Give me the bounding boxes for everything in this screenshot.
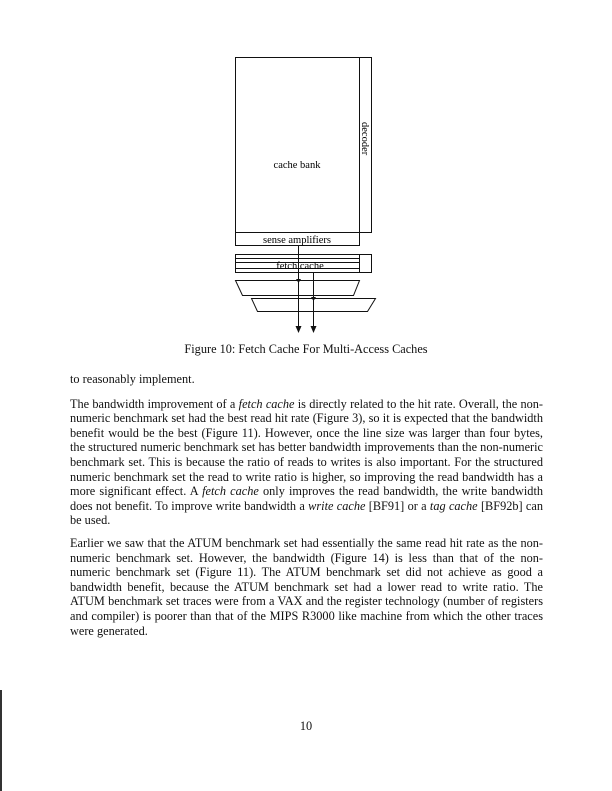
emphasis: write cache <box>308 498 366 513</box>
paragraph <box>70 372 543 387</box>
decoder-label: decoder <box>359 122 370 156</box>
cache-bank-label: cache bank <box>273 160 321 171</box>
fetch-cache-label: fetch cache <box>276 261 324 272</box>
emphasis: fetch cache <box>238 396 295 411</box>
cache-bank-box <box>236 58 360 233</box>
page-number: 10 <box>299 719 313 733</box>
text-run: [BF91] or a <box>365 498 430 513</box>
paragraph <box>70 397 543 528</box>
text-run: is directly related to the hit rate. Overall, the non-numeric benchmark set had the best read hit rate (Figure 3), so it is expected that the bandwidth benefit would be the best (Figure 11). However, once the line size was larger than four bytes, the structured numeric benchmark set has better bandwidth improvements than the non-numeric benchmark set. This is because the ratio of reads to writes is also important. For the structured numeric benchmark set the read to write ratio is higher, so improving the read bandwidth has a more significant effect. A <box>70 396 543 499</box>
emphasis: tag cache <box>429 498 478 513</box>
figure-caption: Figure 10: Fetch Cache For Multi-Access Caches <box>184 342 428 356</box>
text-run: only improves the read bandwidth, the write bandwidth does not benefit. To improve write bandwidth a <box>70 484 544 513</box>
body-text <box>70 372 543 646</box>
text-run: The bandwidth improvement of a <box>70 396 239 411</box>
paragraph <box>70 536 543 638</box>
fetch-cache-diagram <box>0 0 612 340</box>
text-run: to reasonably implement. <box>70 372 195 386</box>
scan-edge <box>0 690 2 791</box>
sense-amplifiers-label: sense amplifiers <box>263 235 331 246</box>
emphasis: fetch cache <box>202 484 259 499</box>
text-run: Earlier we saw that the ATUM benchmark set had essentially the same read hit rate as the non-numeric benchmark set. However, the bandwidth (Figure 14) is less than that of the non-numeric benchmark set (Figure 11). The ATUM benchmark set did not achieve as good a bandwidth benefit, because the ATUM benchmark set had a lower read to write ratio. The ATUM benchmark set traces were from a VAX and the register technology (number of registers and compiler) is poorer than that of the MIPS R3000 like machine from which the other traces were generated. <box>70 535 543 638</box>
multiplexer-1 <box>236 281 360 296</box>
text-run: [BF92b] can be used. <box>70 498 543 528</box>
